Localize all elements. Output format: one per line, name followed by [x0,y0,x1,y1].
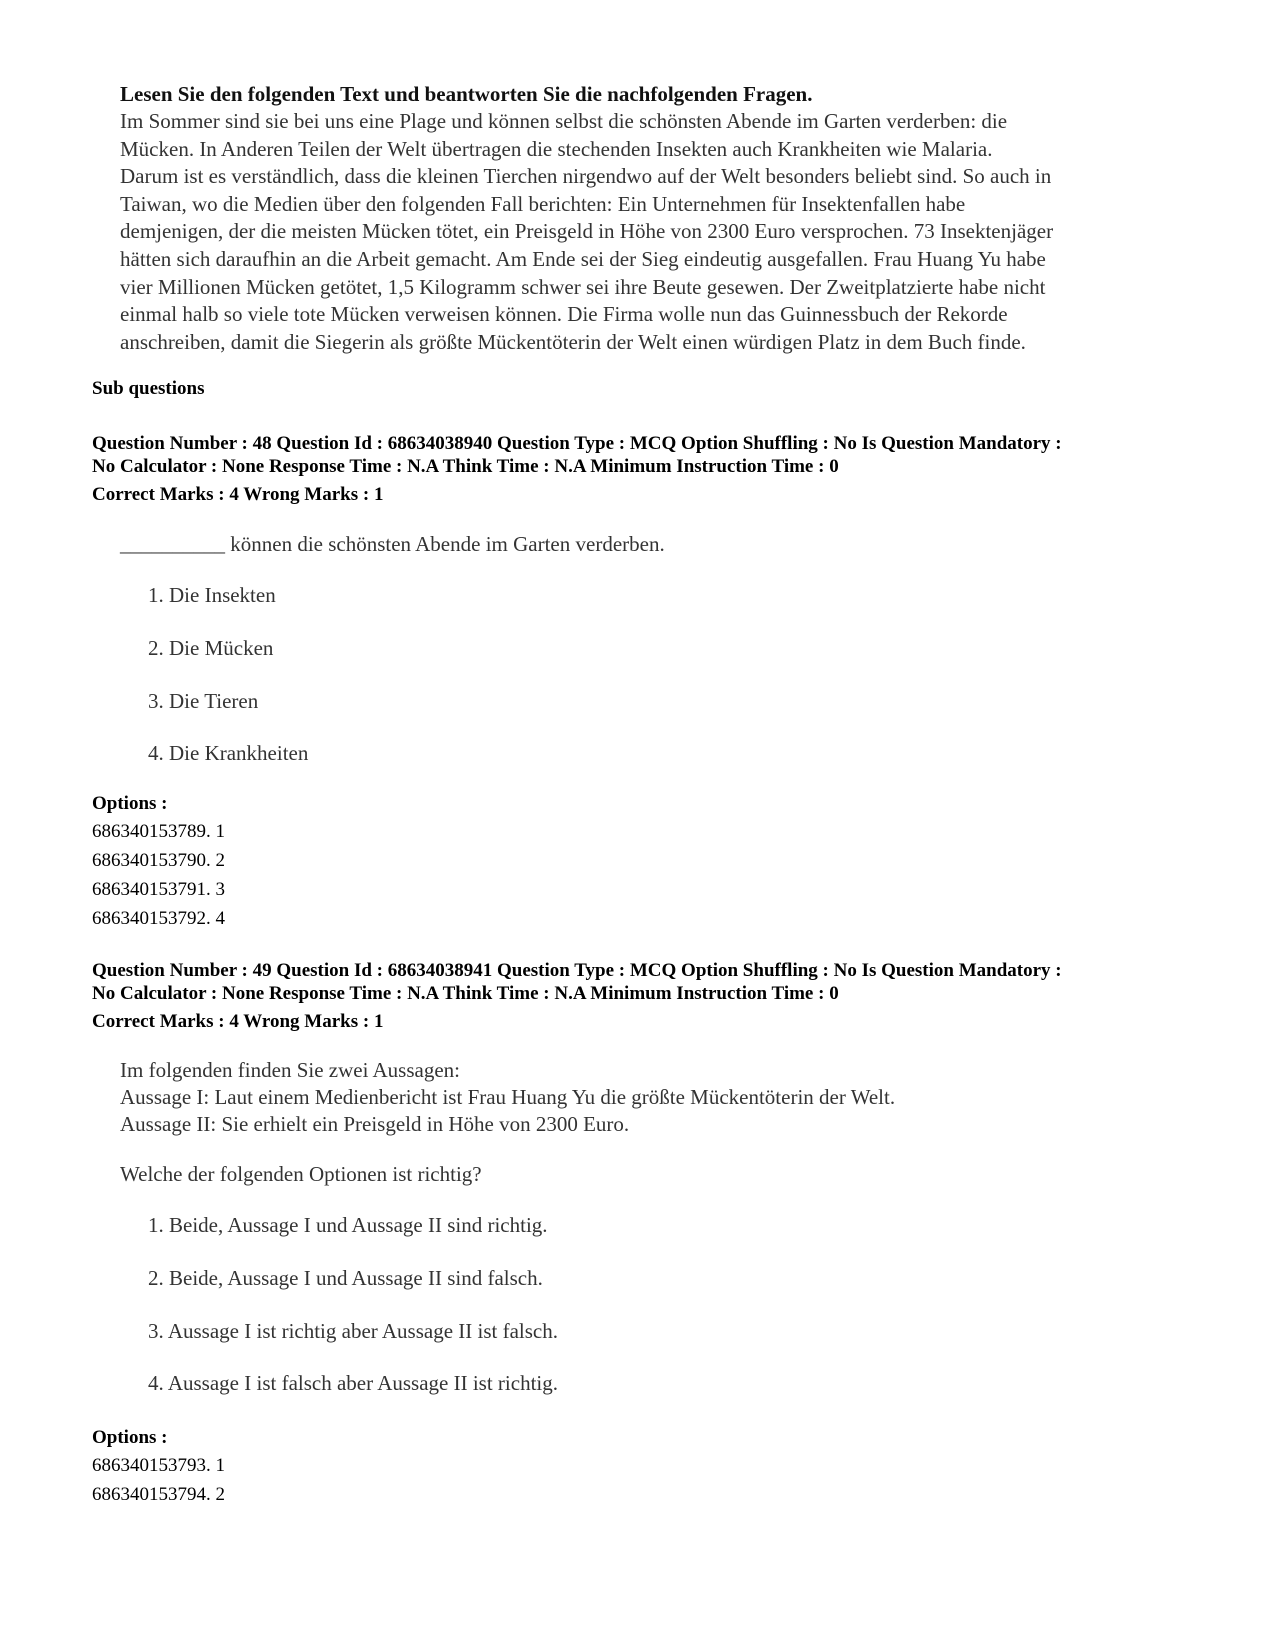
passage-line: Darum ist es verständlich, dass die kleinen Tierchen nirgendwo auf der Welt besonders beliebt sind. So auch in [120,164,1052,189]
question-prompt [120,531,665,558]
question-marks: Correct Marks : 4 Wrong Marks : 1 [92,484,384,505]
passage-line: hätten sich daraufhin an die Arbeit gemacht. Am Ende sei der Sieg eindeutig ausgefallen. Frau Huang Yu habe [120,246,1046,271]
answer-blank: __________ [120,532,225,556]
choice-item: 4. Aussage I ist falsch aber Aussage II ist richtig. [148,1371,558,1395]
choice-item: 3. Aussage I ist richtig aber Aussage II ist falsch. [148,1319,558,1343]
option-id: 686340153792. 4 [92,908,225,929]
passage-line: Mücken. In Anderen Teilen der Welt übertragen die stechenden Insekten auch Krankheiten wie Malaria. [120,136,993,161]
statement-line: Aussage II: Sie erhielt ein Preisgeld in Höhe von 2300 Euro. [120,1112,630,1136]
question-meta-line-2: No Calculator : None Response Time : N.A Think Time : N.A Minimum Instruction Time : 0 [92,456,839,477]
choice-item: 2. Beide, Aussage I und Aussage II sind falsch. [148,1266,543,1290]
option-id: 686340153789. 1 [92,821,225,842]
options-label: Options : [92,793,168,814]
passage-line: demjenigen, der die meisten Mücken tötet, ein Preisgeld in Höhe von 2300 Euro versprochen. 73 Insektenjäger [120,219,1054,244]
passage-heading: Lesen Sie den folgenden Text und beantworten Sie die nachfolgenden Fragen. [120,82,813,106]
question-meta-line-1: Question Number : 49 Question Id : 68634038941 Question Type : MCQ Option Shuffling : No Is Question Mandatory : [92,960,1062,981]
choice-item: 3. Die Tieren [148,689,259,713]
sub-questions-label: Sub questions [92,378,205,399]
option-id: 686340153790. 2 [92,850,225,871]
options-label: Options : [92,1427,168,1448]
question-meta-line-2: No Calculator : None Response Time : N.A Think Time : N.A Minimum Instruction Time : 0 [92,983,839,1004]
passage-line: vier Millionen Mücken getötet, 1,5 Kilogramm schwer sei ihre Beute gesewen. Der Zweitplatzierte habe nicht [120,274,1046,299]
passage-line: Im Sommer sind sie bei uns eine Plage und können selbst die schönsten Abende im Garten verderben: die [120,109,1008,133]
question-text: Welche der folgenden Optionen ist richtig? [120,1162,482,1186]
reading-passage [120,80,1190,356]
passage-line: einmal halb so viele tote Mücken verweisen können. Die Firma wolle nun das Guinnessbuch der Rekorde [120,302,1008,327]
passage-line: Taiwan, wo die Medien über den folgenden Fall berichten: Ein Unternehmen für Insektenfallen habe [120,191,966,216]
statement-line: Aussage I: Laut einem Medienbericht ist Frau Huang Yu die größte Mückentöterin der Welt. [120,1085,896,1109]
question-meta-line-1: Question Number : 48 Question Id : 68634038940 Question Type : MCQ Option Shuffling : No Is Question Mandatory : [92,433,1062,454]
choice-item: 2. Die Mücken [148,636,274,660]
choice-item: 1. Beide, Aussage I und Aussage II sind richtig. [148,1213,548,1237]
option-id: 686340153794. 2 [92,1484,225,1505]
question-marks: Correct Marks : 4 Wrong Marks : 1 [92,1011,384,1032]
prompt-text: können die schönsten Abende im Garten verderben. [225,532,665,556]
option-id: 686340153793. 1 [92,1455,225,1476]
choice-item: 4. Die Krankheiten [148,741,309,765]
statement-line: Im folgenden finden Sie zwei Aussagen: [120,1058,460,1082]
choice-item: 1. Die Insekten [148,583,276,607]
passage-line: anschreiben, damit die Siegerin als größte Mückentöterin der Welt einen würdigen Platz in dem Buch finde. [120,329,1026,354]
option-id: 686340153791. 3 [92,879,225,900]
